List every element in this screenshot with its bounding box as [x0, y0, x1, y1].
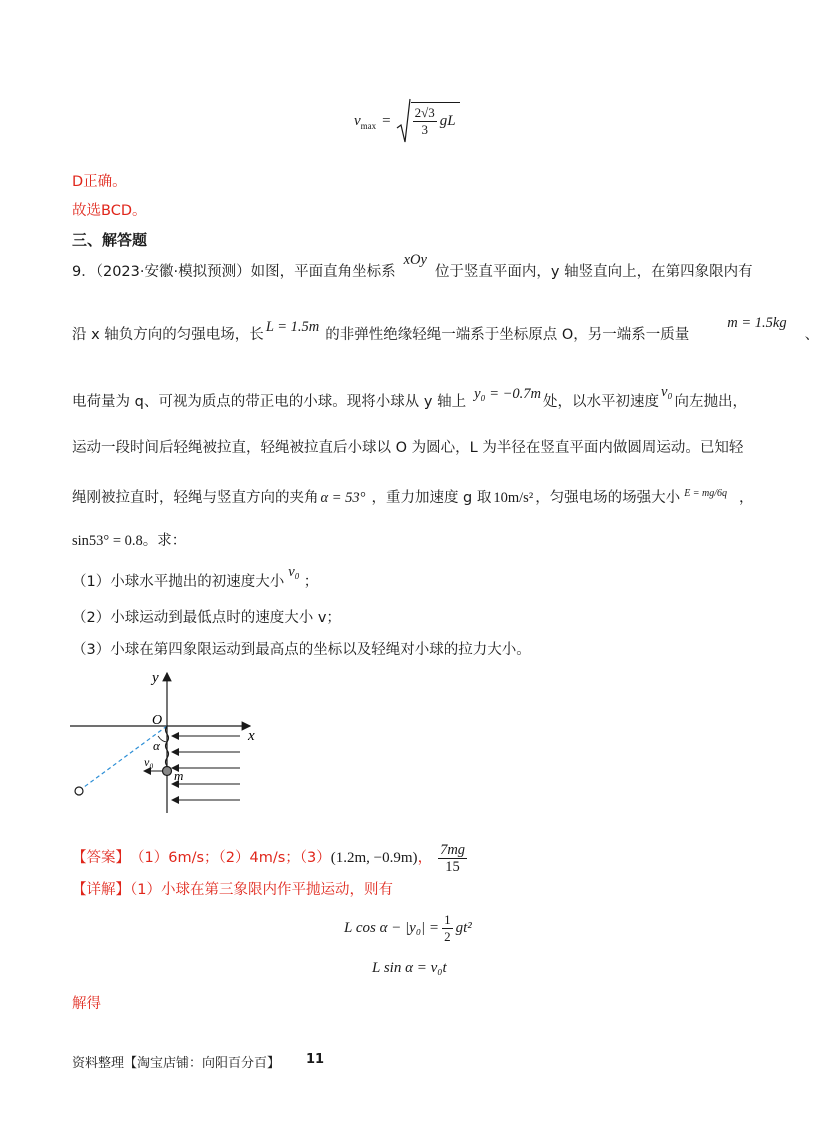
y-axis-label: y [152, 670, 159, 686]
vmax-symbol: v [354, 112, 361, 129]
alpha-label: α [153, 738, 160, 753]
sqrt-sign-icon [397, 98, 411, 144]
verdict-text: D正确。 [72, 174, 127, 190]
vmax-denominator: 3 [421, 122, 428, 137]
vmax-numerator: 2√3 [414, 105, 435, 120]
formula-vmax [354, 96, 460, 146]
ball-initial [75, 787, 83, 795]
alpha-value: α = 53° [320, 490, 366, 506]
q9-line-5: 绳刚被拉直时，轻绳与竖直方向的夹角 α = 53° ，重力加速度 g 取 10m/s² ，匀强电场的场强大小 $^{E = mg/6q}$ ， [72, 488, 754, 506]
sub-question-1: （1）小球水平抛出的初速度大小v₀； [72, 564, 319, 590]
explanation-tag: 【详解】 [72, 882, 130, 898]
mass-label: m [174, 768, 184, 783]
v0-value: v₀ [661, 384, 673, 400]
g-value: 10m/s² [493, 490, 534, 506]
physics-diagram [70, 668, 270, 818]
v0-label: v₀ [144, 755, 154, 769]
length-value: L = 1.5m [265, 319, 320, 335]
rope-dashed [80, 726, 167, 790]
ball [163, 767, 172, 776]
xoy-symbol: xOy [403, 252, 427, 268]
origin-label: O [152, 713, 163, 728]
answer-tag: 【答案】 [72, 850, 130, 866]
section-heading: 三、解答题 [72, 231, 148, 249]
half-fraction: $\frac{1}{2}$ [444, 912, 451, 944]
solve-text: 解得 [72, 996, 101, 1012]
answer-numerator: 7mg [440, 841, 466, 858]
q9-line-4: 运动一段时间后轻绳被拉直，轻绳被拉直后小球以 O 为圆心，L 为半径在竖直平面内做圆周运动。已知轻 [72, 440, 744, 456]
q9-line-3: 电荷量为 q、可视为质点的带正电的小球。现将小球从 y 轴上 y₀ = −0.7m 处，以水平初速度v₀向左抛出， [72, 384, 748, 410]
x-axis-label: x [248, 728, 255, 744]
answer-coordinate: (1.2m, −0.9m) [330, 850, 418, 866]
sin-value: sin53° = 0.8 [72, 533, 143, 549]
answer-line: 【答案】 （1）6m/s；（2）4m/s；（3） (1.2m, −0.9m) ， $\frac{7mg}{15}$ [72, 841, 466, 875]
answer-denominator: 15 [445, 858, 460, 875]
y0-value: y₀ = −0.7m [474, 386, 542, 402]
answer-fraction [438, 842, 467, 875]
q9-line-6: sin53° = 0.8。求： [72, 533, 187, 549]
vmax-gl: gL [439, 113, 456, 129]
sub-question-2: （2）小球运动到最低点时的速度大小 v； [72, 610, 341, 626]
sub-question-3: （3）小球在第四象限运动到最高点的坐标以及轻绳对小球的拉力大小。 [72, 642, 531, 658]
v0-sub1: v₀ [288, 564, 300, 580]
footer-text: 资料整理【淘宝店铺：向阳百分百】 [72, 1056, 281, 1071]
equation-1: L cos α − |y₀| = $\frac{1}{2}$ gt² [344, 912, 472, 944]
vmax-fraction [413, 105, 437, 138]
conclusion-text: 故选BCD。 [72, 203, 147, 219]
q9-line-2: 沿 x 轴负方向的匀强电场，长 L = 1.5m 的非弹性绝缘轻绳一端系于坐标原点 O，另一端系一质量m = 1.5kg、 [72, 315, 819, 343]
explanation-line: 【详解】（1）小球在第三象限内作平抛运动，则有 [72, 882, 393, 898]
field-value: E = mg/6q [684, 488, 728, 499]
equation-2: L sin α = v₀t [372, 960, 447, 976]
page-number: 11 [306, 1052, 325, 1067]
mass-value: m = 1.5kg [727, 315, 787, 331]
vmax-equals: = [382, 112, 391, 129]
q9-line-1: 9．（2023·安徽·模拟预测）如图，平面直角坐标系xOy位于竖直平面内，y 轴竖直向上，在第四象限内有 [72, 252, 753, 280]
vmax-subscript: max [360, 121, 377, 131]
